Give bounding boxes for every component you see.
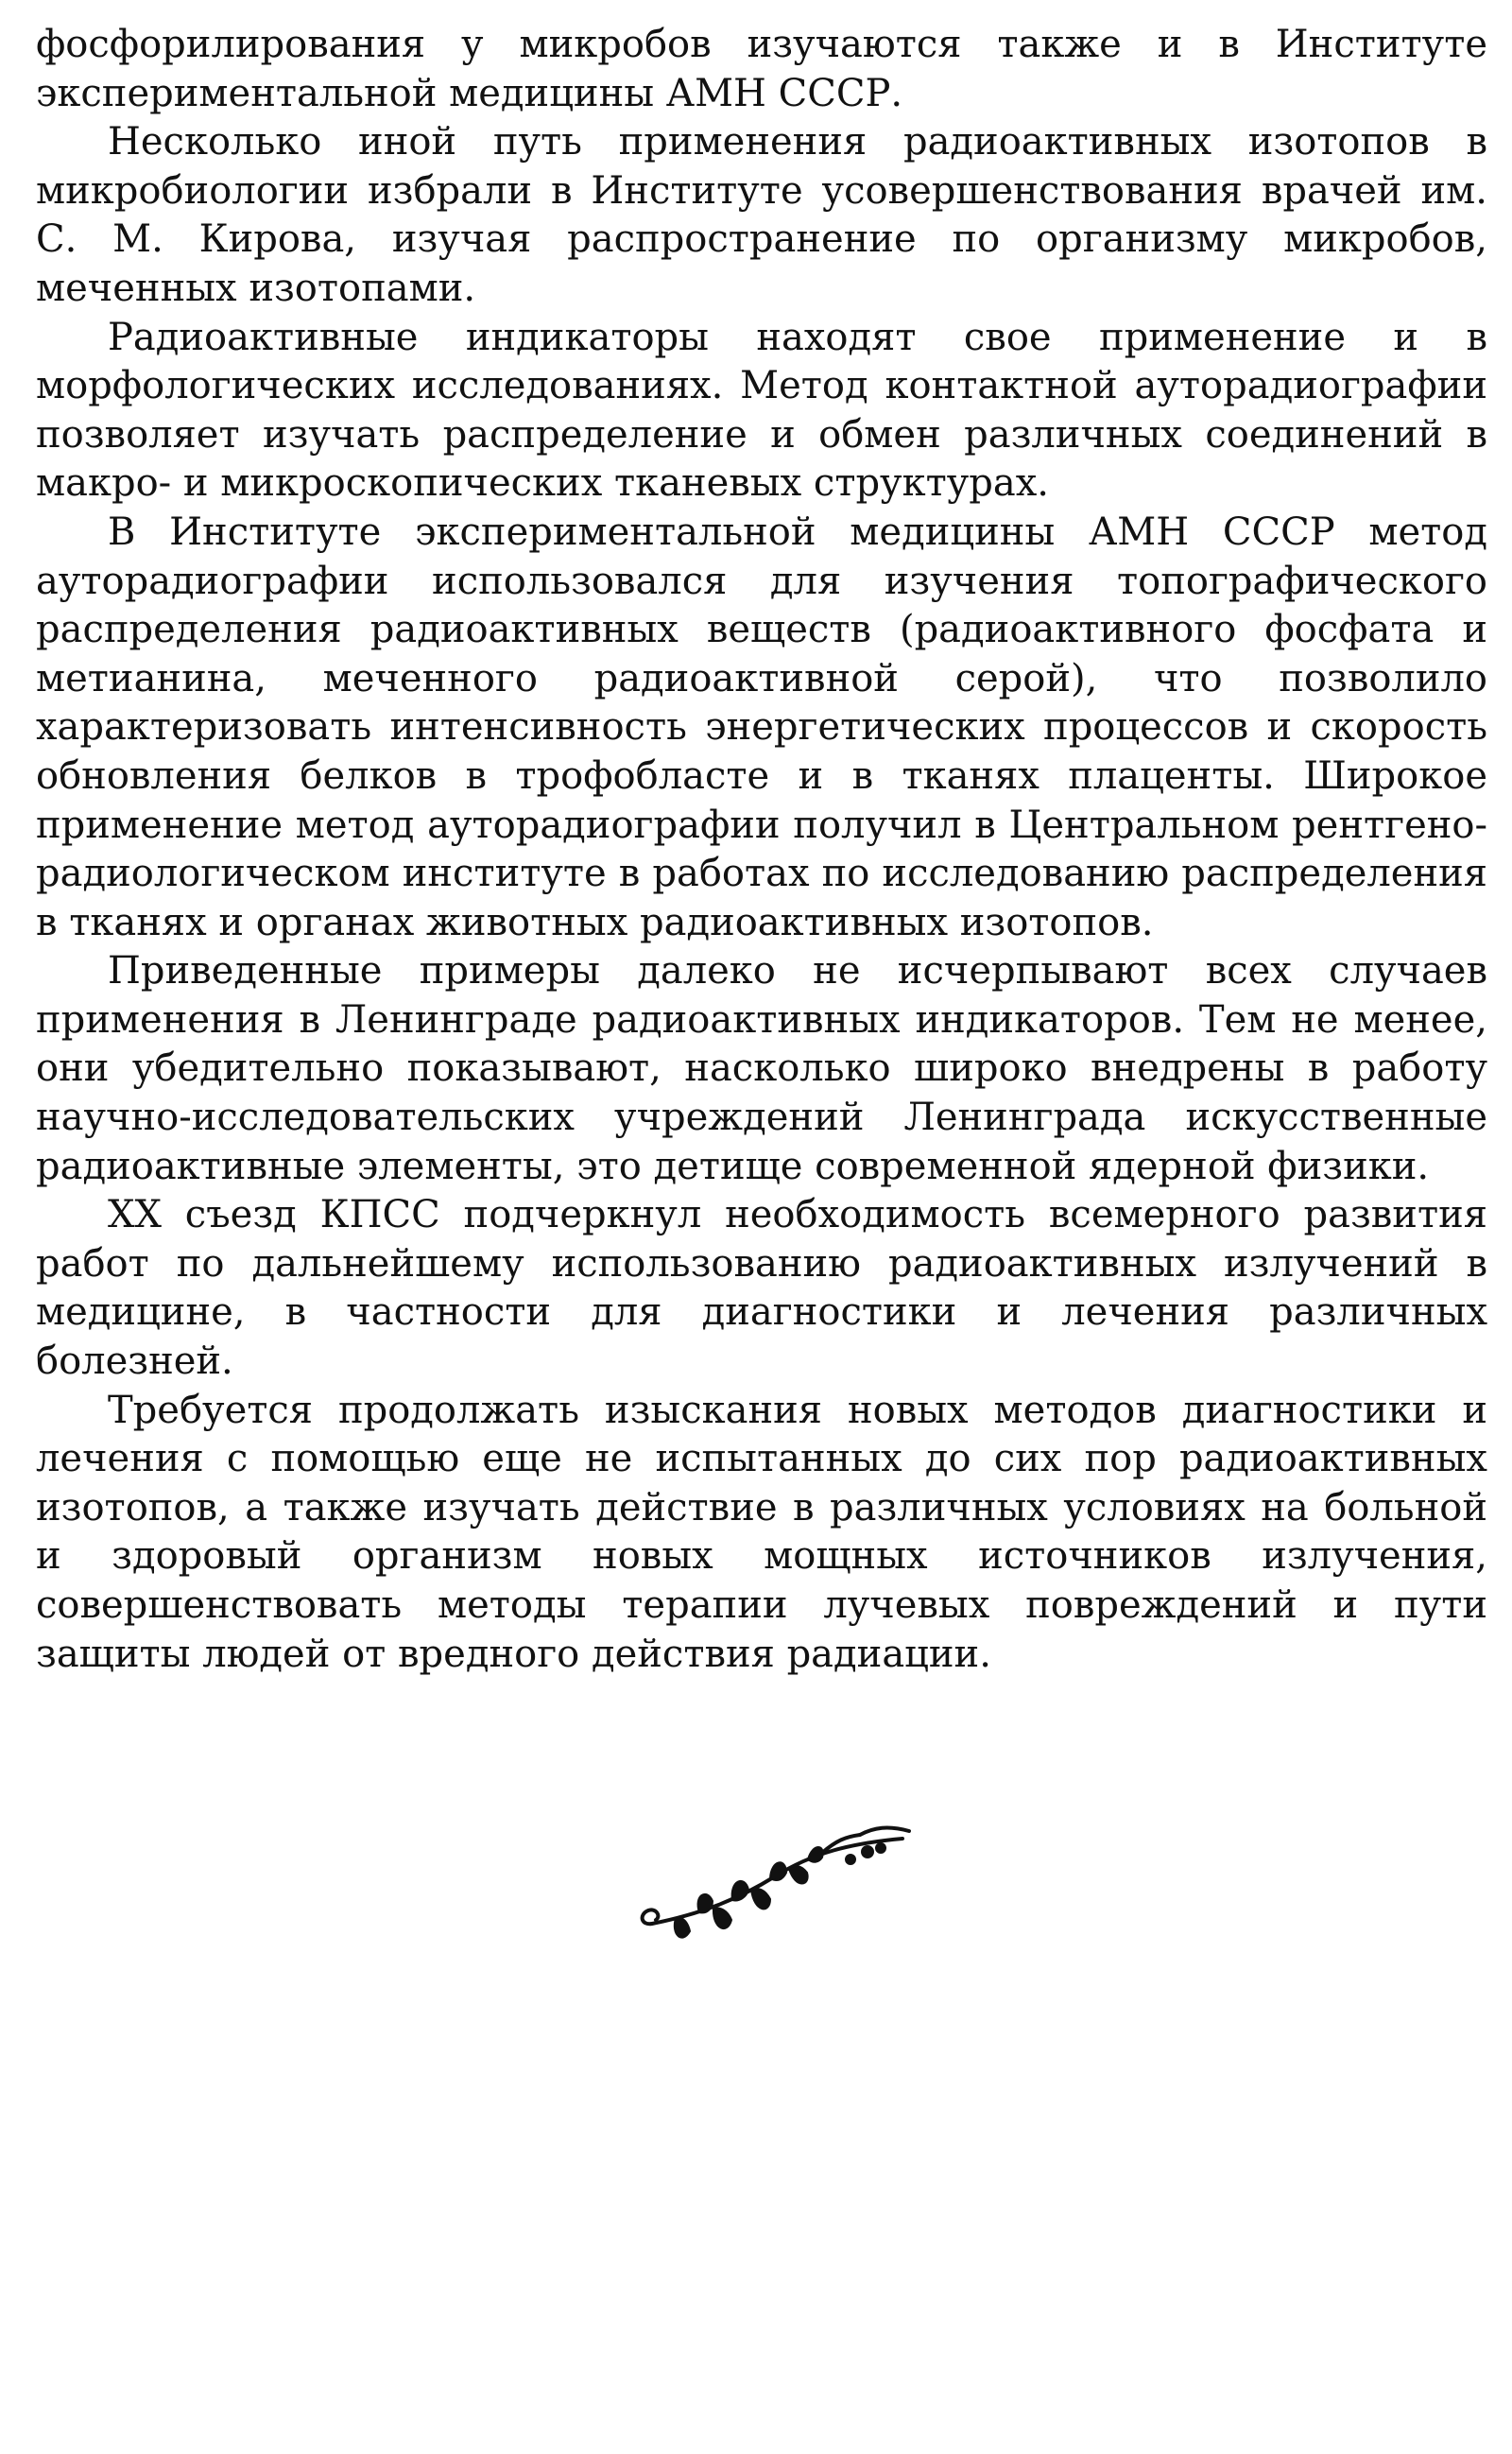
laurel-branch-icon	[633, 1810, 917, 1966]
paragraph-congress: XX съезд КПСС подчеркнул необходимость всемерного развития работ по дальнейшему использованию радиоактивных излучений в медицине, в частности для диагностики и лечения различных болезней.	[36, 1193, 1487, 1384]
paragraph-continuation: фосфорилирования у микробов изучаются также и в Институте экспериментальной медицины АМН СССР.	[36, 23, 1487, 115]
paragraph-microbiology: Несколько иной путь применения радиоактивных изотопов в микробиологии избрали в Институте усовершенствования врачей им. С. М. Кирова, изучая распространение по организму микробов, меченных изотопами.	[36, 120, 1487, 310]
paragraph-autoradiography: В Институте экспериментальной медицины АМН СССР метод ауторадиографии использовался для изучения топографического распределения радиоактивных веществ (радиоактивного фосфата и метианина, меченного радиоактивной серой), что позволило характеризовать интенсивность энергетических процессов и скорость обновления белков в трофобласте и в тканях плаценты. Широкое применение метод ауторадиографии получил в Центральном рентгено-радиологическом институте в работах по исследованию распределения в тканях и органах животных радиоактивных изотопов.	[36, 510, 1487, 944]
paragraph-morphology: Радиоактивные индикаторы находят свое применение и в морфологических исследованиях. Метод контактной ауторадиографии позволяет изучать распределение и обмен различных соединений в макро- и микроскопических тканевых структурах.	[36, 315, 1487, 506]
body-text	[36, 21, 1487, 1679]
paragraph-requirements: Требуется продолжать изыскания новых методов диагностики и лечения с помощью еще не испытанных до сих пор радиоактивных изотопов, а также изучать действие в различных условиях на больной и здоровый организм новых мощных источников излучения, совершенствовать методы терапии лучевых повреждений и пути защиты людей от вредного действия радиации.	[36, 1388, 1487, 1676]
paragraph-examples: Приведенные примеры далеко не исчерпывают всех случаев применения в Ленинграде радиоактивных индикаторов. Тем не менее, они убедительно показывают, насколько широко внедрены в работу научно-исследовательских учреждений Ленинграда искусственные радиоактивные элементы, это детище современной ядерной физики.	[36, 949, 1487, 1188]
